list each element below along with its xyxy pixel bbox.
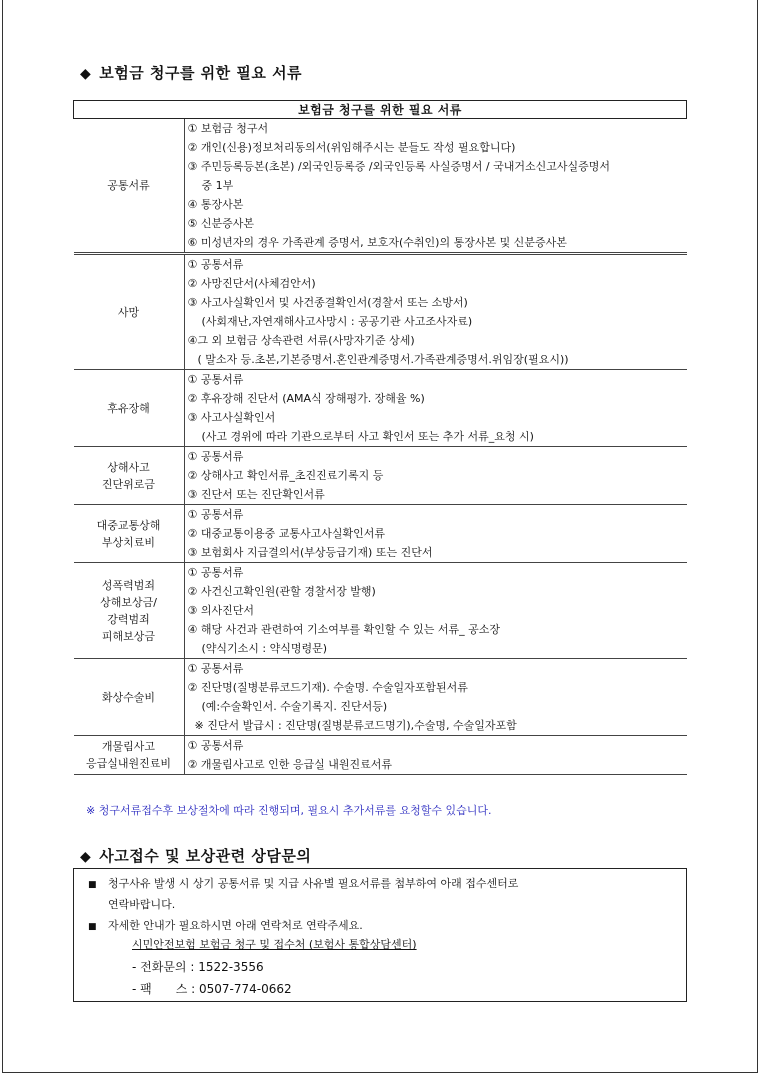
category-label: 강력범죄 xyxy=(107,612,150,626)
fax-number[interactable]: 0507-774-0662 xyxy=(199,982,292,996)
document-item: ② 개물림사고로 인한 응급실 내원진료서류 xyxy=(187,758,392,771)
items-cell xyxy=(184,254,687,370)
category-label: 상해사고 xyxy=(107,460,150,474)
document-item: ③ 주민등록등본(초본) /외국인등록증 /외국인등록 사실증명서 / 국내거소신고사실증명서 xyxy=(187,160,610,173)
document-item: ③ 사고사실확인서 xyxy=(187,411,276,424)
phone-line: - 전화문의 : 1522-3556 xyxy=(132,960,264,974)
category-label: 개물림사고 xyxy=(101,740,156,753)
contact-center-title: 시민안전보험 보험금 청구 및 접수처 (보험사 통합상담센터) xyxy=(132,938,417,951)
table-row xyxy=(74,254,687,370)
items-cell xyxy=(184,563,687,659)
document-item: ⑥ 미성년자의 경우 가족관계 증명서, 보호자(수취인)의 통장사본 및 신분증사본 xyxy=(187,236,567,249)
required-documents-table xyxy=(73,100,687,775)
table-row xyxy=(74,447,687,505)
phone-number[interactable]: 1522-3556 xyxy=(198,960,264,974)
document-item: ① 공통서류 xyxy=(187,508,244,521)
items-cell xyxy=(184,659,687,736)
category-cell xyxy=(74,563,185,659)
diamond-bullet-icon: ◆ xyxy=(80,66,92,82)
section-heading-text: 보험금 청구를 위한 필요 서류 xyxy=(99,64,303,82)
document-item: ① 공통서류 xyxy=(187,450,244,463)
category-label: 상해보상금/ xyxy=(100,595,157,609)
document-item: (약식기소시 : 약식명령문) xyxy=(201,642,328,655)
category-label: 공통서류 xyxy=(107,179,150,192)
table-header: 보험금 청구를 위한 필요 서류 xyxy=(74,101,687,119)
table-title-row xyxy=(74,101,687,119)
category-label: 성폭력범죄 xyxy=(101,578,156,592)
category-label: 대중교통상해 xyxy=(96,518,161,532)
footnote: ※ 청구서류접수후 보상절차에 따라 진행되며, 필요시 추가서류를 요청할수 있습니다. xyxy=(86,804,492,817)
document-item: ② 후유장해 진단서 (AMA식 장해평가. 장해율 %) xyxy=(187,392,425,405)
document-item: ⑤ 신분증사본 xyxy=(187,217,254,230)
document-item: ※ 진단서 발급시 : 진단명(질병분류코드명기),수술명, 수술일자포함 xyxy=(194,719,517,732)
document-item: ( 말소자 등.초본,기본증명서.혼인관계증명서.가족관계증명서.위임장(필요시)) xyxy=(197,353,569,366)
square-bullet-icon: ■ xyxy=(88,922,97,932)
document-item: (예:수술확인서. 수술기록지. 진단서등) xyxy=(201,700,388,713)
category-cell xyxy=(74,659,185,736)
section-heading-contact xyxy=(80,845,311,866)
category-label: 후유장해 xyxy=(107,401,150,415)
document-item: ① 공통서류 xyxy=(187,566,244,579)
document-item: ② 사건신고확인원(관할 경찰서장 발행) xyxy=(187,585,376,598)
category-label: 응급실내원진료비 xyxy=(85,757,171,770)
diamond-bullet-icon: ◆ xyxy=(80,849,92,865)
contact-bullet-2: ■ 자세한 안내가 필요하시면 아래 연락처로 연락주세요. xyxy=(88,919,363,932)
category-label: 진단위로금 xyxy=(101,477,156,491)
document-item: ④그 외 보험금 상속관련 서류(사망자기준 상세) xyxy=(187,334,415,347)
document-item: ① 공통서류 xyxy=(187,258,244,271)
items-cell xyxy=(184,736,687,775)
items-cell xyxy=(184,447,687,505)
category-cell xyxy=(74,447,185,505)
category-cell xyxy=(74,505,185,563)
document-item: (사회재난,자연재해사고사망시 : 공공기관 사고조사자료) xyxy=(201,315,473,328)
table-row xyxy=(74,659,687,736)
document-item: 중 1부 xyxy=(201,179,234,192)
category-cell xyxy=(74,119,185,254)
square-bullet-icon: ■ xyxy=(88,880,97,890)
document-item: ① 보험금 청구서 xyxy=(187,122,269,135)
items-cell xyxy=(184,505,687,563)
table-row xyxy=(74,505,687,563)
document-item: ① 공통서류 xyxy=(187,739,244,752)
document-item: ② 상해사고 확인서류_초진진료기록지 등 xyxy=(187,469,384,482)
document-item: ④ 통장사본 xyxy=(187,198,244,211)
table-row xyxy=(74,563,687,659)
table-row xyxy=(74,370,687,447)
items-cell xyxy=(184,370,687,447)
fax-line: - 팩 스 : 0507-774-0662 xyxy=(132,982,292,996)
table-row xyxy=(74,119,687,254)
contact-bullet-1-cont: 연락바랍니다. xyxy=(108,898,176,911)
document-item: ② 개인(신용)정보처리동의서(위임해주시는 분들도 작성 필요합니다) xyxy=(187,141,516,154)
contact-bullet-1: ■ 청구사유 발생 시 상기 공통서류 및 지급 사유별 필요서류를 첨부하여 아래 접수센터로 xyxy=(88,877,519,890)
document-item: ② 진단명(질병분류코드기재). 수술명. 수술일자포함된서류 xyxy=(187,681,468,694)
category-cell xyxy=(74,254,185,370)
document-item: ④ 해당 사건과 관련하여 기소여부를 확인할 수 있는 서류_ 공소장 xyxy=(187,623,500,636)
category-label: 부상치료비 xyxy=(101,535,156,549)
section-heading-required-documents xyxy=(80,62,302,83)
document-item: ② 사망진단서(사체검안서) xyxy=(187,277,316,290)
category-cell xyxy=(74,736,185,775)
category-label: 화상수술비 xyxy=(101,690,156,704)
document-item: ② 대중교통이용중 교통사고사실확인서류 xyxy=(187,527,385,540)
contact-box xyxy=(73,868,687,1002)
category-label: 사망 xyxy=(117,305,140,319)
document-item: ③ 보험회사 지급결의서(부상등급기재) 또는 진단서 xyxy=(187,546,433,559)
category-cell xyxy=(74,370,185,447)
items-cell xyxy=(184,119,687,254)
section-heading-text: 사고접수 및 보상관련 상담문의 xyxy=(99,847,312,865)
document-item: ③ 사고사실확인서 및 사건종결확인서(경찰서 또는 소방서) xyxy=(187,296,468,309)
document-item: ① 공통서류 xyxy=(187,373,244,386)
document-item: ③ 진단서 또는 진단확인서류 xyxy=(187,488,325,501)
document-item: (사고 경위에 따라 기관으로부터 사고 확인서 또는 추가 서류_요청 시) xyxy=(201,430,534,443)
document-item: ① 공통서류 xyxy=(187,662,244,675)
table-row xyxy=(74,736,687,775)
category-label: 피해보상금 xyxy=(101,629,156,643)
document-item: ③ 의사진단서 xyxy=(187,604,254,617)
